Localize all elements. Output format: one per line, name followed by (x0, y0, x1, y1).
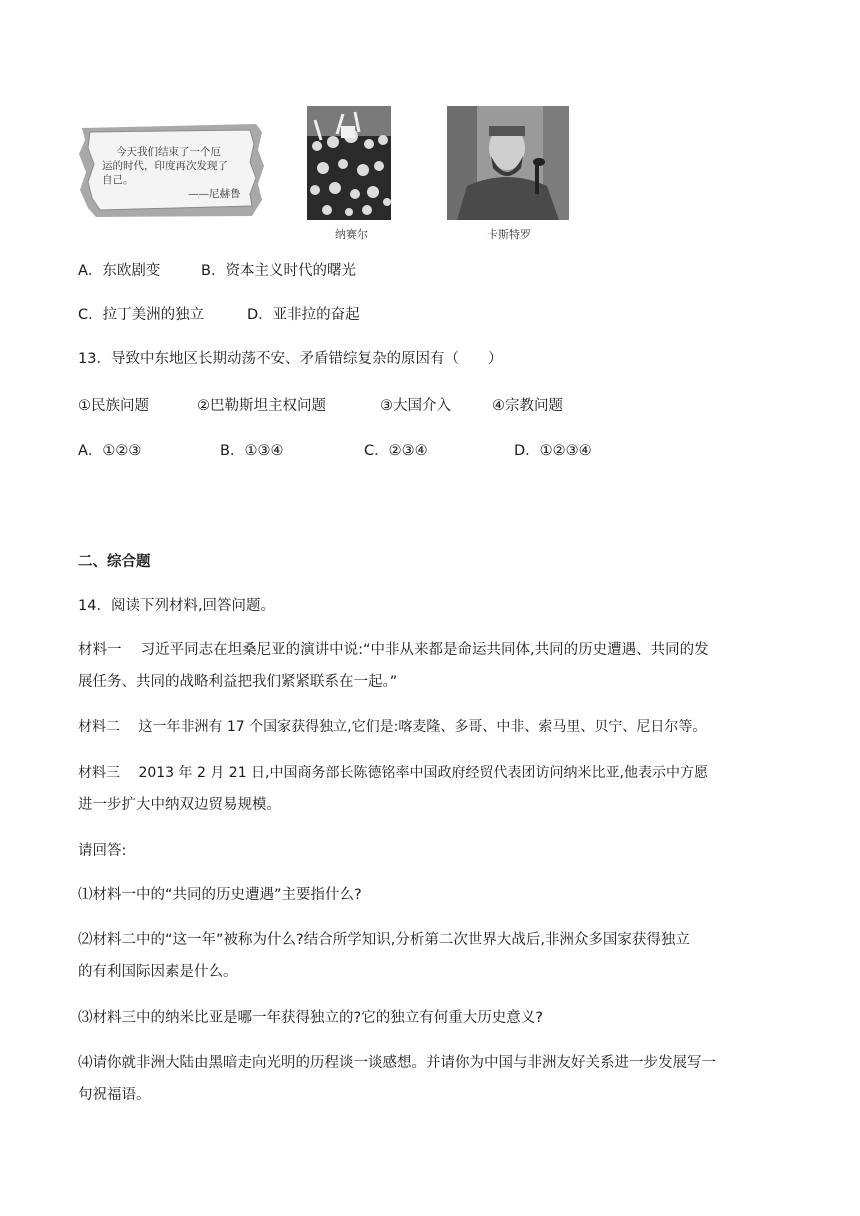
nasser-photo (307, 106, 391, 220)
q13-item-2: ②巴勒斯坦主权问题 (197, 398, 326, 414)
q13-option-a: A．①②③ (78, 443, 142, 459)
q14-subquestion-3: ⑶材料三中的纳米比亚是哪一年获得独立的?它的独立有何重大历史意义? (78, 1010, 543, 1026)
q13-item-4: ④宗教问题 (492, 398, 563, 414)
quote-line-3: 自己。 (102, 174, 134, 186)
q14-subquestion-2-line-2: 的有利国际因素是什么。 (78, 964, 238, 980)
portrait-photo-image (447, 106, 569, 220)
quote-line-1: 今天我们结束了一个厄 (116, 146, 221, 158)
q14-subquestion-4-line-1: ⑷请你就非洲大陆由黑暗走向光明的历程谈一谈感想。并请你为中国与非洲友好关系进一步发展写一 (78, 1055, 716, 1071)
q14-prompt: 请回答: (78, 843, 127, 859)
crowd-photo-image (307, 106, 391, 220)
castro-caption: 卡斯特罗 (487, 228, 531, 241)
q13-option-d: D．①②③④ (514, 443, 592, 459)
q12-option-a: A．东欧剧变 (78, 263, 161, 279)
q13-item-1: ①民族问题 (78, 398, 149, 414)
q14-material-1-line-2: 展任务、共同的战略利益把我们紧紧联系在一起。” (78, 674, 398, 690)
q14-material-3-line-2: 进一步扩大中纳双边贸易规模。 (78, 797, 281, 813)
q13-stem: 13．导致中东地区长期动荡不安、矛盾错综复杂的原因有（ ） (78, 351, 503, 367)
q14-stem: 14．阅读下列材料,回答问题。 (78, 598, 276, 614)
q14-material-1-line-1: 材料一 习近平同志在坦桑尼亚的演讲中说:“中非从来都是命运共同体,共同的历史遭遇、共同的发 (78, 642, 709, 658)
q12-option-c: C．拉丁美洲的独立 (78, 307, 205, 323)
quote-attribution: ——尼赫鲁 (188, 188, 241, 200)
q13-item-3: ③大国介入 (380, 398, 451, 414)
q14-subquestion-1: ⑴材料一中的“共同的历史遭遇”主要指什么? (78, 887, 362, 903)
q13-option-c: C．②③④ (364, 443, 428, 459)
quote-line-2: 运的时代，印度再次发现了 (102, 160, 228, 172)
q14-subquestion-4-line-2: 句祝福语。 (78, 1087, 151, 1103)
castro-photo (447, 106, 569, 220)
q14-material-3-line-1: 材料三 2013 年 2 月 21 日,中国商务部长陈德铭率中国政府经贸代表团访问纳米比亚,他表示中方愿 (78, 765, 708, 781)
quote-card-figure (76, 120, 266, 220)
q12-option-d: D．亚非拉的奋起 (247, 307, 360, 323)
q12-option-b: B．资本主义时代的曙光 (201, 263, 356, 279)
q14-subquestion-2-line-1: ⑵材料二中的“这一年”被称为什么?结合所学知识,分析第二次世界大战后,非洲众多国家获得独立 (78, 932, 690, 948)
section-heading: 二、综合题 (78, 554, 151, 570)
q14-material-2: 材料二 这一年非洲有 17 个国家获得独立,它们是:喀麦隆、多哥、中非、索马里、贝宁、尼日尔等。 (78, 719, 707, 735)
q13-option-b: B．①③④ (220, 443, 284, 459)
nasser-caption: 纳赛尔 (335, 228, 368, 241)
